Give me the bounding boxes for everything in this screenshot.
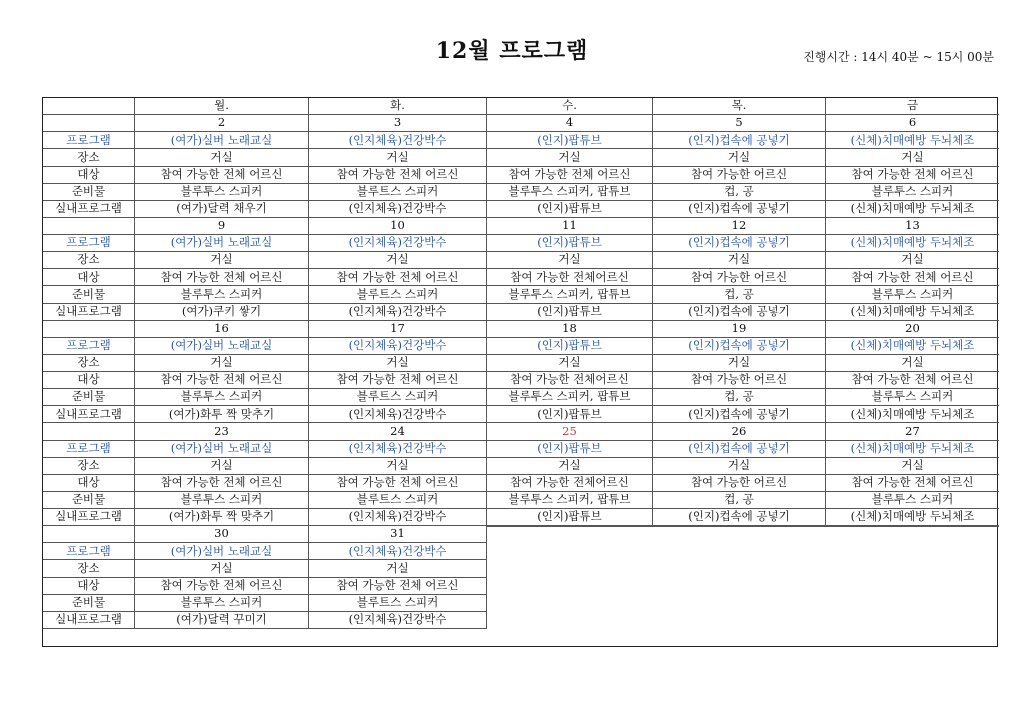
program-cell: (인지체육)건강박수 [309,441,487,458]
row-label-program: 프로그램 [43,132,135,149]
target-cell: 참여 가능한 전체 어르신 [309,578,487,595]
supplies-cell: 블루투스 스피커 [826,286,999,303]
place-cell: 거실 [309,560,487,577]
indoor-program-cell: (인지체육)건강박수 [309,201,487,218]
indoor-program-cell: (인지)팝튜브 [487,304,653,321]
day-header: 월. [135,98,309,115]
place-cell: 거실 [653,355,826,372]
place-cell: 거실 [487,355,653,372]
row-label-target: 대상 [43,372,135,389]
date-cell: 4 [487,115,653,132]
place-cell: 거실 [487,252,653,269]
program-cell: (신체)치매예방 두뇌체조 [826,338,999,355]
target-cell: 참여 가능한 전체 어르신 [309,372,487,389]
row-label-place: 장소 [43,355,135,372]
target-cell: 참여 가능한 전체 어르신 [135,475,309,492]
program-cell: (인지)컵속에 공넣기 [653,132,826,149]
place-cell: 거실 [653,252,826,269]
date-cell: 10 [309,218,487,235]
date-cell: 19 [653,321,826,338]
program-cell: (여가)실버 노래교실 [135,338,309,355]
program-cell: (인지)컵속에 공넣기 [653,441,826,458]
place-cell: 거실 [135,355,309,372]
program-cell: (인지)팝튜브 [487,132,653,149]
row-label-supplies: 준비물 [43,286,135,303]
program-cell: (인지)컵속에 공넣기 [653,235,826,252]
target-cell: 참여 가능한 전체어르신 [487,372,653,389]
place-cell: 거실 [653,458,826,475]
target-cell: 참여 가능한 전체 어르신 [135,167,309,184]
target-cell: 참여 가능한 전체어르신 [487,475,653,492]
program-cell: (인지)팝튜브 [487,235,653,252]
program-cell: (인지)팝튜브 [487,441,653,458]
row-label-program: 프로그램 [43,441,135,458]
target-cell: 참여 가능한 전체 어르신 [826,475,999,492]
date-cell: 3 [309,115,487,132]
program-cell: (인지)컵속에 공넣기 [653,338,826,355]
program-cell: (여가)실버 노래교실 [135,132,309,149]
supplies-cell: 컵, 공 [653,492,826,509]
place-cell: 거실 [653,149,826,166]
indoor-program-cell: (여가)쿠키 쌓기 [135,304,309,321]
row-label-supplies: 준비물 [43,595,135,612]
indoor-program-cell: (인지)팝튜브 [487,509,653,526]
date-cell: 18 [487,321,653,338]
schedule-table [42,97,998,647]
place-cell: 거실 [487,458,653,475]
program-cell: (여가)실버 노래교실 [135,235,309,252]
program-cell: (인지)팝튜브 [487,338,653,355]
target-cell: 참여 가능한 전체 어르신 [135,269,309,286]
date-cell: 24 [309,423,487,440]
day-header: 목. [653,98,826,115]
supplies-cell: 블루투스 스피커 [826,389,999,406]
program-cell: (인지체육)건강박수 [309,543,487,560]
supplies-cell: 컵, 공 [653,286,826,303]
header-blank [43,98,135,115]
date-cell: 30 [135,526,309,543]
target-cell: 참여 가능한 어르신 [653,372,826,389]
row-label-place: 장소 [43,560,135,577]
supplies-cell: 블루투스 스피커 [135,492,309,509]
row-label-indoor: 실내프로그램 [43,201,135,218]
row-label-program: 프로그램 [43,543,135,560]
place-cell: 거실 [826,252,999,269]
session-time: 진행시간 : 14시 40분 ~ 15시 00분 [803,50,994,64]
target-cell: 참여 가능한 전체 어르신 [826,269,999,286]
supplies-cell: 블루트스 스피커 [309,595,487,612]
supplies-cell: 블루트스 스피커 [309,286,487,303]
target-cell: 참여 가능한 전체 어르신 [487,167,653,184]
supplies-cell: 블루투스 스피커 [135,286,309,303]
row-label-indoor: 실내프로그램 [43,406,135,423]
target-cell: 참여 가능한 전체 어르신 [826,372,999,389]
indoor-program-cell: (신체)치매예방 두뇌체조 [826,406,999,423]
program-cell: (여가)실버 노래교실 [135,441,309,458]
supplies-cell: 블루투스 스피커 [135,595,309,612]
target-cell: 참여 가능한 어르신 [653,475,826,492]
program-cell: (인지체육)건강박수 [309,235,487,252]
place-cell: 거실 [309,252,487,269]
date-cell: 9 [135,218,309,235]
date-label-blank [43,321,135,338]
indoor-program-cell: (인지체육)건강박수 [309,509,487,526]
target-cell: 참여 가능한 전체 어르신 [135,578,309,595]
program-cell: (신체)치매예방 두뇌체조 [826,441,999,458]
place-cell: 거실 [309,355,487,372]
row-label-program: 프로그램 [43,235,135,252]
date-label-blank [43,218,135,235]
supplies-cell: 블루투스 스피커 [135,389,309,406]
indoor-program-cell: (인지)컵속에 공넣기 [653,509,826,526]
row-label-target: 대상 [43,167,135,184]
date-label-blank [43,115,135,132]
row-label-supplies: 준비물 [43,389,135,406]
indoor-program-cell: (여가)화투 짝 맞추기 [135,406,309,423]
indoor-program-cell: (여가)달력 꾸미기 [135,612,309,629]
program-cell: (인지체육)건강박수 [309,132,487,149]
indoor-program-cell: (인지)컵속에 공넣기 [653,304,826,321]
date-cell: 31 [309,526,487,543]
target-cell: 참여 가능한 전체 어르신 [309,475,487,492]
date-cell: 26 [653,423,826,440]
row-label-target: 대상 [43,269,135,286]
place-cell: 거실 [826,458,999,475]
indoor-program-cell: (인지)컵속에 공넣기 [653,201,826,218]
place-cell: 거실 [826,355,999,372]
supplies-cell: 블루트스 스피커 [309,389,487,406]
target-cell: 참여 가능한 전체 어르신 [309,269,487,286]
place-cell: 거실 [309,458,487,475]
date-cell: 2 [135,115,309,132]
row-label-indoor: 실내프로그램 [43,304,135,321]
program-cell: (신체)치매예방 두뇌체조 [826,132,999,149]
place-cell: 거실 [135,149,309,166]
supplies-cell: 블루투스 스피커 [826,184,999,201]
target-cell: 참여 가능한 전체 어르신 [135,372,309,389]
row-label-place: 장소 [43,149,135,166]
row-label-program: 프로그램 [43,338,135,355]
date-cell: 11 [487,218,653,235]
indoor-program-cell: (신체)치매예방 두뇌체조 [826,509,999,526]
supplies-cell: 블루투스 스피커 [826,492,999,509]
day-header: 수. [487,98,653,115]
date-cell: 13 [826,218,999,235]
indoor-program-cell: (인지체육)건강박수 [309,406,487,423]
date-cell: 27 [826,423,999,440]
row-label-indoor: 실내프로그램 [43,612,135,629]
place-cell: 거실 [135,458,309,475]
place-cell: 거실 [487,149,653,166]
day-header: 화. [309,98,487,115]
empty-area [487,526,999,629]
row-label-supplies: 준비물 [43,184,135,201]
row-label-place: 장소 [43,458,135,475]
target-cell: 참여 가능한 어르신 [653,269,826,286]
program-cell: (여가)실버 노래교실 [135,543,309,560]
target-cell: 참여 가능한 전체 어르신 [826,167,999,184]
date-cell: 6 [826,115,999,132]
date-cell: 25 [487,423,653,440]
place-cell: 거실 [135,252,309,269]
indoor-program-cell: (인지체육)건강박수 [309,612,487,629]
indoor-program-cell: (신체)치매예방 두뇌체조 [826,304,999,321]
supplies-cell: 블루투스 스피커, 팝튜브 [487,286,653,303]
place-cell: 거실 [135,560,309,577]
program-cell: (인지체육)건강박수 [309,338,487,355]
supplies-cell: 컵, 공 [653,184,826,201]
date-cell: 5 [653,115,826,132]
indoor-program-cell: (인지)컵속에 공넣기 [653,406,826,423]
place-cell: 거실 [826,149,999,166]
date-cell: 20 [826,321,999,338]
supplies-cell: 블루투스 스피커 [135,184,309,201]
program-cell: (신체)치매예방 두뇌체조 [826,235,999,252]
date-cell: 23 [135,423,309,440]
indoor-program-cell: (인지)팝튜브 [487,406,653,423]
target-cell: 참여 가능한 전체어르신 [487,269,653,286]
row-label-supplies: 준비물 [43,492,135,509]
supplies-cell: 블루트스 스피커 [309,184,487,201]
supplies-cell: 블루투스 스피커, 팝튜브 [487,389,653,406]
row-label-place: 장소 [43,252,135,269]
date-label-blank [43,526,135,543]
day-header: 금 [826,98,999,115]
target-cell: 참여 가능한 어르신 [653,167,826,184]
target-cell: 참여 가능한 전체 어르신 [309,167,487,184]
row-label-target: 대상 [43,578,135,595]
indoor-program-cell: (인지체육)건강박수 [309,304,487,321]
page-title: 12월 프로그램 [435,38,589,64]
row-label-target: 대상 [43,475,135,492]
place-cell: 거실 [309,149,487,166]
indoor-program-cell: (신체)치매예방 두뇌체조 [826,201,999,218]
supplies-cell: 블루트스 스피커 [309,492,487,509]
indoor-program-cell: (여가)달력 채우기 [135,201,309,218]
date-cell: 16 [135,321,309,338]
date-cell: 12 [653,218,826,235]
indoor-program-cell: (인지)팝튜브 [487,201,653,218]
supplies-cell: 블루투스 스피커, 팝튜브 [487,492,653,509]
supplies-cell: 블루투스 스피커, 팝튜브 [487,184,653,201]
supplies-cell: 컵, 공 [653,389,826,406]
indoor-program-cell: (여가)화투 짝 맞추기 [135,509,309,526]
date-cell: 17 [309,321,487,338]
date-label-blank [43,423,135,440]
row-label-indoor: 실내프로그램 [43,509,135,526]
